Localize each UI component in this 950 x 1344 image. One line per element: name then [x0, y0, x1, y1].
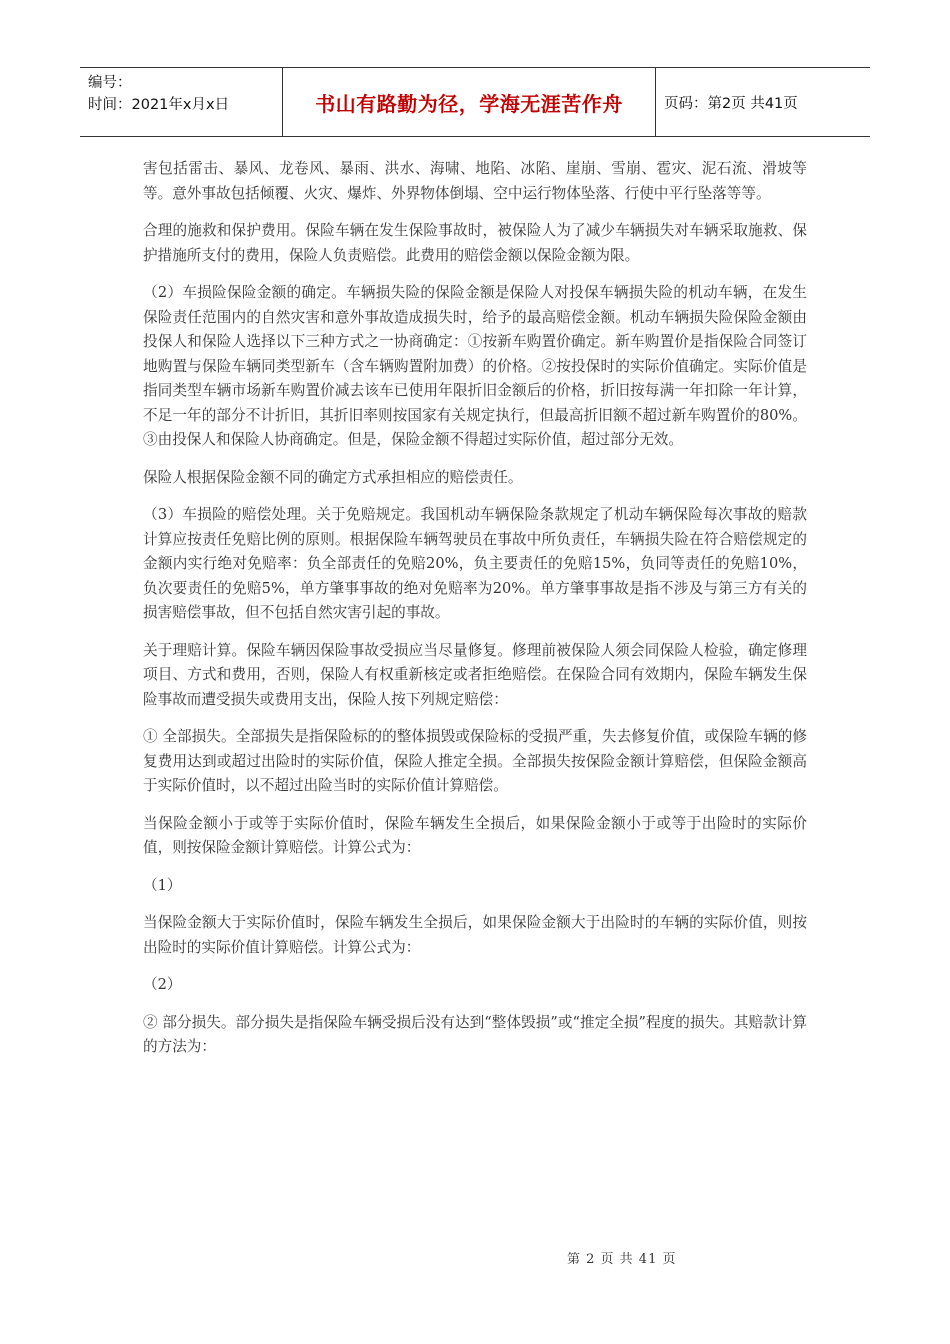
paragraph: 保险人根据保险金额不同的确定方式承担相应的赔偿责任。: [143, 468, 523, 486]
document-body: [143, 157, 807, 1073]
paragraph: （3）车损险的赔偿处理。关于免赔规定。我国机动车辆保险条款规定了机动车辆保险每次事故的赔款计算应按责任免赔比例的原则。根据保险车辆驾驶员在事故中所负责任，车辆损失险在符合赔偿规定的金额内实行绝对免赔率：负全部责任的免赔20%，负主要责任的免赔15%，负同等责任的免赔10%，负次要责任的免赔5%，单方肇事事故的绝对免赔率为20%。单方肇事事故是指不涉及与第三方有关的损害赔偿事故，但不包括自然灾害引起的事故。: [143, 506, 807, 621]
header-motto: 书山有路勤为径，学海无涯苦作舟: [283, 68, 656, 136]
paragraph: 当保险金额大于实际价值时，保险车辆发生全损后，如果保险金额大于出险时的车辆的实际价值，则按出险时的实际价值计算赔偿。计算公式为：: [143, 914, 807, 956]
page-footer: 第 2 页 共 41 页: [567, 1252, 677, 1267]
page-header: [80, 67, 870, 137]
paragraph: ② 部分损失。部分损失是指保险车辆受损后没有达到“整体毁损”或“推定全损”程度的损失。其赔款计算的方法为：: [143, 1013, 807, 1055]
date-label: 时间：2021年x月x日: [88, 97, 230, 113]
header-page-info: 页码：第2页 共41页: [664, 95, 798, 112]
paragraph: 害包括雷击、暴风、龙卷风、暴雨、洪水、海啸、地陷、冰陷、崖崩、雪崩、雹灾、泥石流、滑坡等等。意外事故包括倾覆、火灾、爆炸、外界物体倒塌、空中运行物体坠落、行使中平行坠落等等。: [143, 160, 807, 202]
header-meta: [80, 68, 283, 136]
formula-label: （1）: [143, 876, 182, 894]
paragraph: 当保险金额小于或等于实际价值时，保险车辆发生全损后，如果保险金额小于或等于出险时的实际价值，则按保险金额计算赔偿。计算公式为：: [143, 814, 807, 856]
formula-label: （2）: [143, 976, 182, 993]
serial-label: 编号：: [88, 75, 132, 91]
paragraph: 合理的施救和保护费用。保险车辆在发生保险事故时，被保险人为了减少车辆损失对车辆采取施救、保护措施所支付的费用，保险人负责赔偿。此费用的赔偿金额以保险金额为限。: [143, 222, 807, 264]
paragraph: （2）车损险保险金额的确定。车辆损失险的保险金额是保险人对投保车辆损失险的机动车辆，在发生保险责任范围内的自然灾害和意外事故造成损失时，给予的最高赔偿金额。机动车辆损失险保险金额由投保人和保险人选择以下三种方式之一协商确定：①按新车购置价确定。新车购置价是指保险合同签订地购置与保险车辆同类型新车（含车辆购置附加费）的价格。②按投保时的实际价值确定。实际价值是指同类型车辆市场新车购置价减去该车已使用年限折旧金额后的价格，折旧按每满一年扣除一年计算，不足一年的部分不计折旧，其折旧率则按国家有关规定执行，但最高折旧额不超过新车购置价的80%。③由投保人和保险人协商确定。但是，保险金额不得超过实际价值，超过部分无效。: [143, 284, 807, 448]
paragraph: ① 全部损失。全部损失是指保险标的的整体损毁或保险标的受损严重，失去修复价值，或保险车辆的修复费用达到或超过出险时的实际价值，保险人推定全损。全部损失按保险金额计算赔偿，但保险金额高于实际价值时，以不超过出险当时的实际价值计算赔偿。: [143, 728, 807, 794]
paragraph: 关于理赔计算。保险车辆因保险事故受损应当尽量修复。修理前被保险人须会同保险人检验，确定修理项目、方式和费用，否则，保险人有权重新核定或者拒绝赔偿。在保险合同有效期内，保险车辆发生保险事故而遭受损失或费用支出，保险人按下列规定赔偿：: [143, 641, 807, 708]
